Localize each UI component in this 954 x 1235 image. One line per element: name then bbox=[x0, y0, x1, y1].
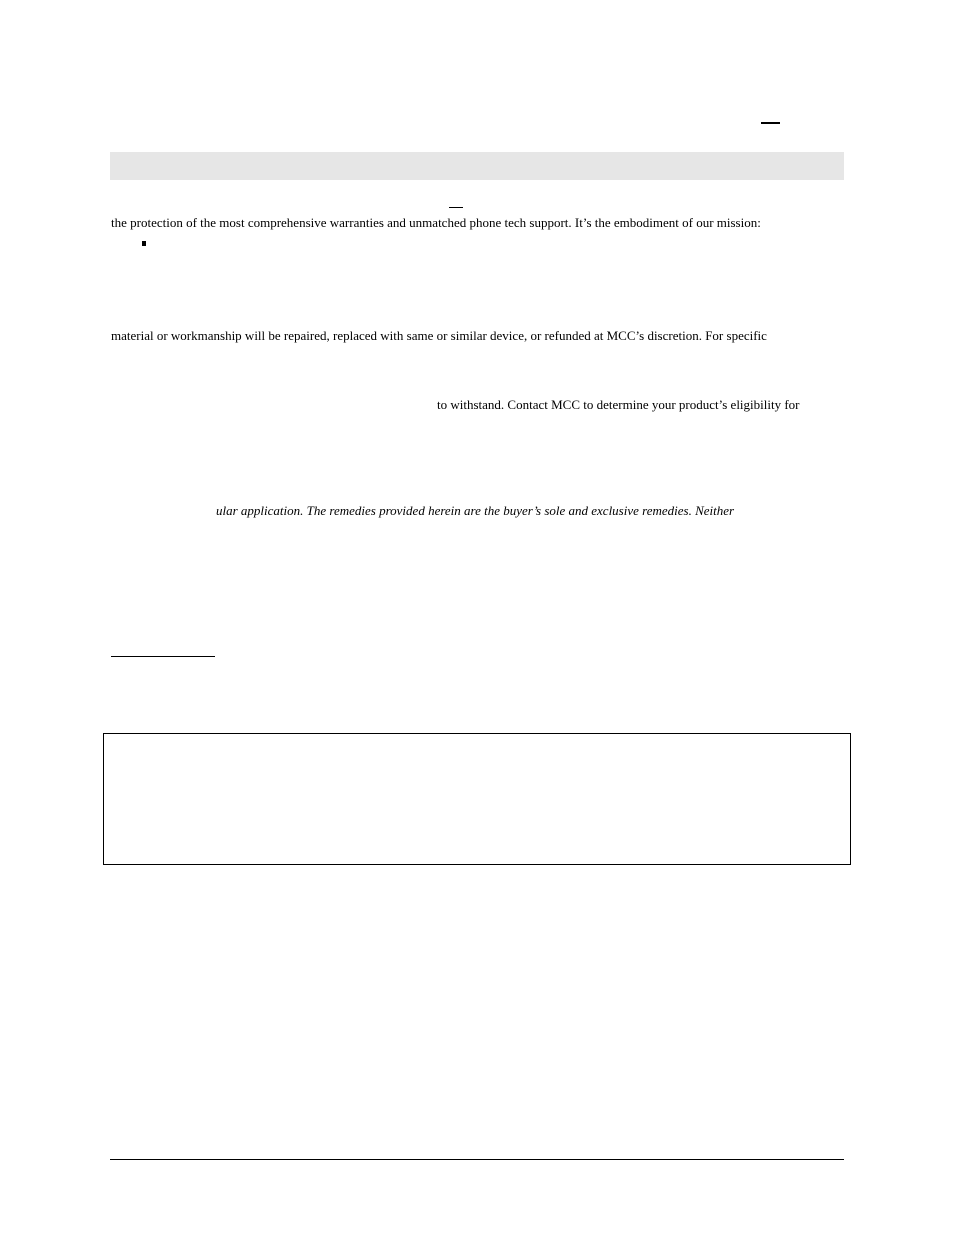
section-heading-band bbox=[110, 152, 844, 180]
underline-rule bbox=[111, 656, 215, 657]
header-dash bbox=[761, 122, 780, 124]
list-bullet bbox=[142, 241, 146, 246]
remedies-text-line: ular application. The remedies provided herein are the buyer’s sole and exclusive remedies. Neither bbox=[216, 503, 735, 518]
repair-text-line: material or workmanship will be repaired, replaced with same or similar device, or refunded at MCC’s discretion. For specific bbox=[111, 328, 767, 343]
footer-rule bbox=[110, 1159, 844, 1160]
withstand-text-line: to withstand. Contact MCC to determine your product’s eligibility for bbox=[437, 397, 800, 412]
bordered-notice-box bbox=[103, 733, 851, 865]
mission-text-line: the protection of the most comprehensive warranties and unmatched phone tech support. It’s the embodiment of our mission: bbox=[111, 215, 761, 230]
small-dash-mark bbox=[449, 207, 463, 208]
